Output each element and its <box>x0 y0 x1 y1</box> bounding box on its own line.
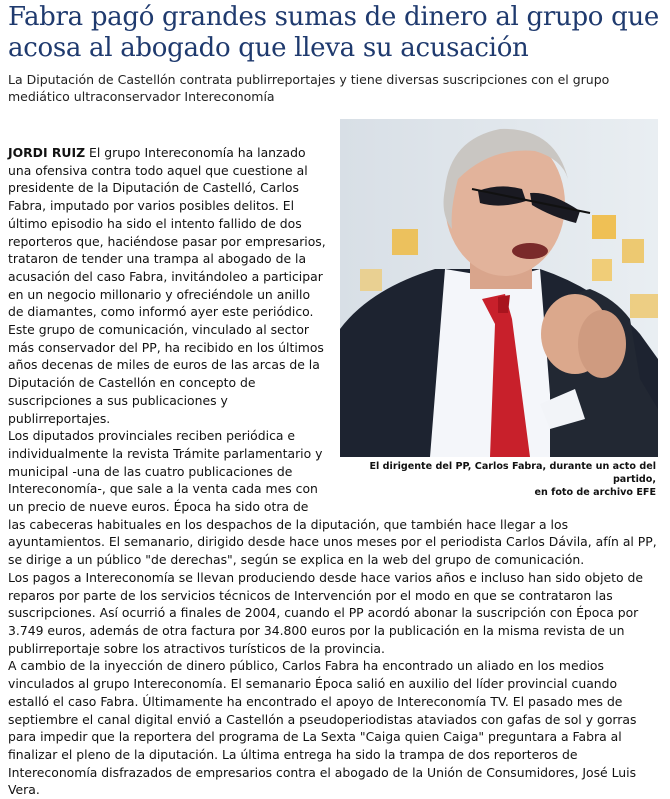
paragraph-1-text: El grupo Intereconomía ha lanzado una ofensiva contra todo aquel que cuestione al presidente de la Diputación de Castelló, Carlos Fabra, imputado por varios posibles delitos. El último episodio ha sido el intento fallido de dos reporteros que, haciéndose pasar por empresarios, trataron de tender una trampa al abogado de la acusación del caso Fabra, invitándoleo a participar en un negocio millonario y ofreciéndole un anillo de diamantes, como informó ayer este periódico. Este grupo de comunicación, vinculado al sector más conservador del PP, ha recibido en los últimos años decenas de miles de euros de las arcas de la Diputación de Castellón en concepto de suscripciones a sus publicaciones y publirreportajes. <box>8 145 326 426</box>
caption-line-2: en foto de archivo EFE <box>534 487 656 498</box>
carlos-fabra-photo <box>340 119 658 457</box>
subheadline: La Diputación de Castellón contrata publirreportajes y tiene diversas suscripciones con el grupo mediático ultraconservador Intereconomía <box>8 72 610 104</box>
paragraph-2: Los diputados provinciales reciben periódica e individualmente la revista Trámite parlamentario y municipal -una de las cuatro publicaciones de Intereconomía-, que sale a la venta cada mes con un precio de nueve euros. Época ha sido otra de las cabeceras habituales en los despachos de la diputación, que también hace llegar a los ayuntamientos. El semanario, dirigido desde hace unos meses por el periodista Carlos Dávila, afín al PP, se dirige a un público "de derechas", según se explica en la web del grupo de comunicación. <box>8 428 657 568</box>
paragraph-4: A cambio de la inyección de dinero público, Carlos Fabra ha encontrado un aliado en los medios vinculados al grupo Intereconomía. El semanario Época salió en auxilio del líder provincial cuando estalló el caso Fabra. Últimamente ha encontrado el apoyo de Intereconomía TV. El pasado mes de septiembre el canal digital envió a Castellón a pseudoperiodistas ataviados con gafas de sol y gorras para impedir que la reportera del programa de La Sexta "Caiga quien Caiga" preguntara a Fabra al finalizar el pleno de la diputación. La última entrega ha sido la trampa de dos reporteros de Intereconomía disfrazados de empresarios contra el abogado de la Unión de Consumidores, José Luis Vera. <box>8 658 637 798</box>
paragraph-3: Los pagos a Intereconomía se llevan produciendo desde hace varios años e incluso han sido objeto de reparos por parte de los servicios técnicos de Intervención por el modo en que se contrataron las suscripciones. Así ocurrió a finales de 2004, cuando el PP acordó abonar la suscripción con Época por 3.749 euros, además de otra factura por 34.800 euros por la publicación en la misma revista de un publirreportaje sobre los atractivos turísticos de la provincia. <box>8 569 644 656</box>
article-body <box>8 144 658 799</box>
photo-caption <box>336 460 658 499</box>
caption-line-1: El dirigente del PP, Carlos Fabra, durante un acto del partido, <box>369 461 656 485</box>
photo-figure <box>336 119 658 499</box>
byline: JORDI RUIZ <box>8 145 86 160</box>
headline: Fabra pagó grandes sumas de dinero al grupo que acosa al abogado que lleva su acusación <box>8 2 659 63</box>
